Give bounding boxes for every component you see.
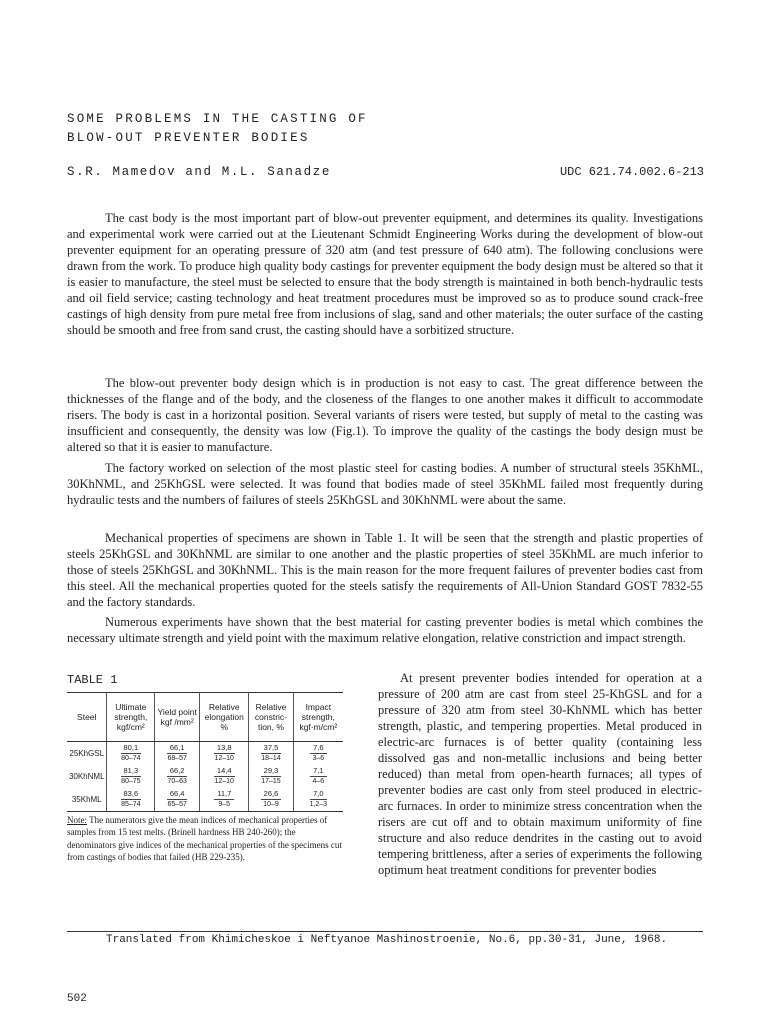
properties-table (67, 692, 343, 812)
numerator: 7,0 (310, 789, 328, 800)
denominator: 18–14 (261, 755, 281, 762)
table-cell (155, 742, 200, 766)
denominator: 10–9 (263, 801, 279, 808)
numerator: 83,6 (121, 789, 142, 800)
table-cell (249, 765, 293, 788)
header-yield-point: Yield point kgf /mm² (155, 693, 200, 742)
table-cell (155, 788, 200, 812)
paragraph-4: Mechanical properties of specimens are shown in Table 1. It will be seen that the strength and plastic properties of steels 25KhGSL and 30KhNML are similar to one another and the plastic properties of steel 35KhML are much inferior to those of steels 25KhGSL and 30KhNML. This is the main reason for the more frequent failures of preventer bodies cast from this steel. All the mechanical properties quoted for the steels satisfy the requirements of All-Union Standard GOST 7832-55 and the factory standards. (67, 531, 703, 609)
table-cell (200, 742, 249, 766)
table-cell (293, 765, 343, 788)
steel-name: 35KhML (67, 788, 107, 812)
table-cell (107, 742, 155, 766)
table-cell (155, 765, 200, 788)
denominator: 1,2–3 (309, 801, 328, 808)
denominator: 68–57 (167, 755, 187, 762)
paragraph-5: Numerous experiments have shown that the best material for casting preventer bodies is metal which combines the necessary ultimate strength and yield point with the maximum relative elongation, relative constriction and impact strength. (67, 615, 703, 645)
denominator: 9–5 (218, 801, 231, 808)
denominator: 85–74 (121, 801, 141, 808)
table-note (67, 814, 343, 864)
table-row (67, 742, 343, 766)
numerator: 7,6 (310, 743, 326, 754)
numerator: 37,5 (261, 743, 282, 754)
header-impact-strength: Impact strength, kgf·m/cm² (293, 693, 343, 742)
denominator: 80–75 (121, 778, 141, 785)
numerator: 29,3 (261, 766, 282, 777)
footnote-divider (67, 931, 703, 932)
table-row (67, 788, 343, 812)
denominator: 65–57 (167, 801, 187, 808)
table-cell (200, 765, 249, 788)
table-cell (249, 742, 293, 766)
denominator: 80–74 (121, 755, 141, 762)
udc-code: UDC 621.74.002.6-213 (559, 165, 704, 179)
paragraph-2: The blow-out preventer body design which is in production is not easy to cast. The great difference between the thicknesses of the flange and of the body, and the closeness of the flanges to one another makes it difficult to accommodate risers. The body is cast in a horizontal position. Several variants of risers were tested, but supply of metal to the casting was insufficient and consequently, the density was low (Fig.1). To improve the quality of the castings the body design must be altered so that it is easier to manufacture. (67, 376, 703, 454)
article-title (67, 110, 368, 148)
numerator: 7,1 (310, 766, 326, 777)
steel-name: 30KhNML (67, 765, 107, 788)
denominator: 70–63 (167, 778, 187, 785)
table-cell (293, 788, 343, 812)
note-text: The numerators give the mean indices of mechanical properties of samples from 15 test melts. (Brinell hardness HB 240-260); the denominators give indices of the mechanical properties of the specimens cut from castings of bodies that failed (HB 229-235). (67, 815, 342, 863)
numerator: 66,4 (167, 789, 188, 800)
title-line-1: SOME PROBLEMS IN THE CASTING OF (67, 112, 368, 126)
denominator: 17–15 (261, 778, 281, 785)
authors: S.R. Mamedov and M.L. Sanadze (67, 165, 331, 179)
table-cell (107, 765, 155, 788)
paragraph-3: The factory worked on selection of the most plastic steel for casting bodies. A number of structural steels 35KhML, 30KhNML, and 25KhGSL were selected. It was found that bodies made of steel 35KhML failed most frequently during hydraulic tests and the numbers of failures of steels 25KhGSL and 30KhNML were about the same. (67, 461, 703, 507)
table-row (67, 765, 343, 788)
numerator: 66,2 (167, 766, 188, 777)
page-number: 502 (67, 993, 87, 1005)
numerator: 26,6 (261, 789, 282, 800)
denominator: 12–10 (214, 778, 234, 785)
table-cell (293, 742, 343, 766)
numerator: 81,3 (121, 766, 142, 777)
header-ultimate-strength: Ultimate strength, kgf/cm² (107, 693, 155, 742)
right-column-paragraph: At present preventer bodies intended for operation at a pressure of 200 atm are cast from steel 25-KhGSL and for a pressure of 320 atm from steel 30-KhNML which has better strength, plastic, and tempering properties. Metal produced in electric-arc furnaces is of better quality (containing less dissolved gas and non-metallic inclusions and being better reduced) than metal from open-hearth furnaces; all types of preventer bodies are cast only from steel produced in electric-arc furnaces. In order to minimize stress concentration when the risers are cut off and to obtain maximum uniformity of fine structure and also reduce dendrites in the casting out to avoid tempering brittleness, after a series of experiments the following optimum heat treatment conditions for preventer bodies (378, 671, 702, 877)
table-caption: TABLE 1 (67, 673, 118, 687)
paragraph-1: The cast body is the most important part of blow-out preventer equipment, and determines its quality. Investigations and experimental work were carried out at the Lieutenant Schmidt Engineering Works during the development of blow-out preventer equipment for an operating pressure of 320 atm (and test pressure of 640 atm). The following conclusions were drawn from the work. To produce high quality body castings for preventer equipment the body design must be altered so that it is easier to manufacture, the steel must be selected to ensure that the body strength is maintained in both bench-hydraulic tests and oil field service; casting technology and heat treatment procedures must be improved so as to produce sound crack-free castings of high density from pure metal free from inclusions of slag, sand and other materials; the outer surface of the casting should be smooth and free from sand crust, the casting should have a sorbitized structure. (67, 211, 703, 337)
note-label: Note: (67, 815, 87, 825)
table-cell (107, 788, 155, 812)
table-1 (67, 692, 343, 812)
header-relative-elongation: Relative elongation % (200, 693, 249, 742)
numerator: 13,8 (214, 743, 235, 754)
numerator: 80,1 (121, 743, 142, 754)
header-relative-constriction: Relative constric-tion, % (249, 693, 293, 742)
numerator: 14,4 (214, 766, 235, 777)
translation-footnote: Translated from Khimicheskoe i Neftyanoe Mashinostroenie, No.6, pp.30-31, June, 1968. (106, 934, 668, 946)
numerator: 11,7 (214, 789, 234, 800)
denominator: 4–6 (312, 778, 325, 785)
table-cell (200, 788, 249, 812)
denominator: 12–10 (214, 755, 234, 762)
denominator: 3–6 (312, 755, 325, 762)
steel-name: 25KhGSL (67, 742, 107, 766)
table-cell (249, 788, 293, 812)
header-steel: Steel (67, 693, 107, 742)
table-header-row (67, 693, 343, 742)
numerator: 66,1 (167, 743, 188, 754)
title-line-2: BLOW-OUT PREVENTER BODIES (67, 131, 310, 145)
